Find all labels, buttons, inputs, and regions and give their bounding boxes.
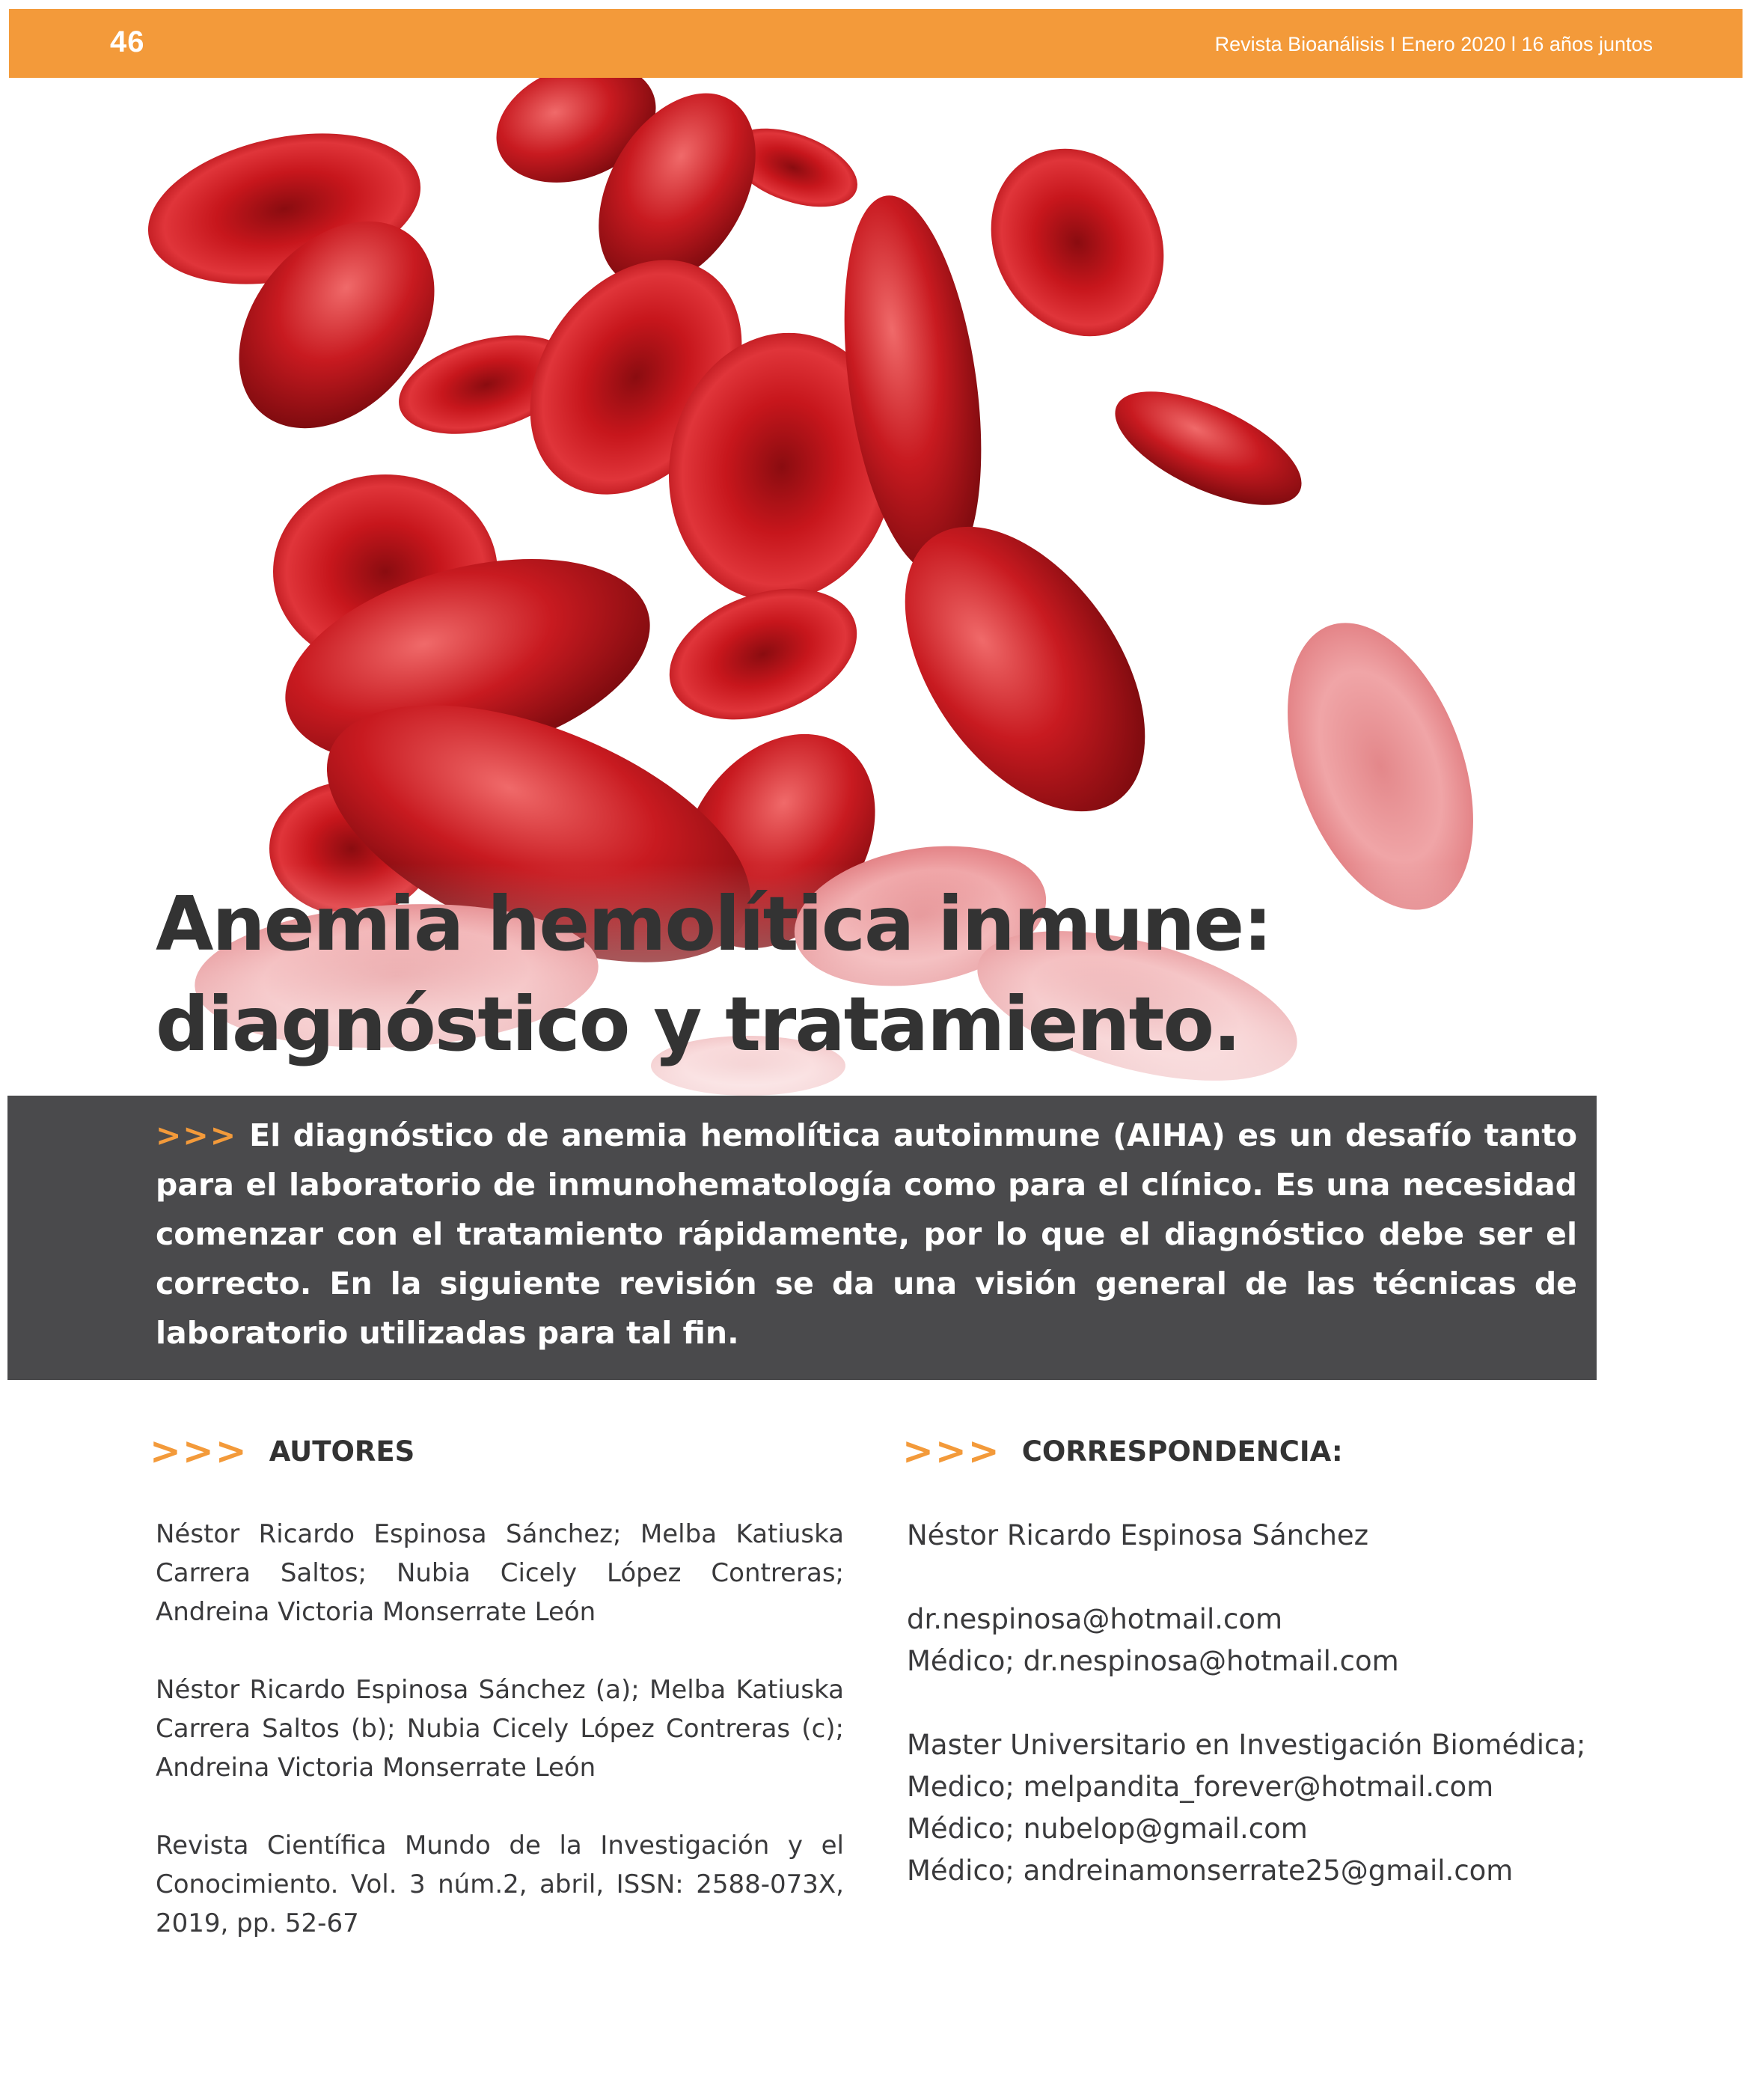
running-header: Revista Bioanálisis I Enero 2020 l 16 años juntos xyxy=(1214,33,1653,55)
authors-column xyxy=(156,1515,844,1982)
citation-paragraph: Revista Científica Mundo de la Investigación y el Conocimiento. Vol. 3 núm.2, abril, ISSN: 2588-073X, 2019, pp. 52-67 xyxy=(156,1831,844,1938)
title-line-1: Anemia hemolítica inmune: xyxy=(156,880,1272,968)
abstract-text: El diagnóstico de anemia hemolítica autoinmune (AIHA) es un desafío tanto para el laboratorio de inmunohematología como para el clínico. Es una necesidad comenzar con el tratamiento rápidamente, por lo que el diagnóstico debe ser el correcto. En la siguiente revisión se da una visión general de las técnicas de laboratorio utilizadas para tal fin. xyxy=(156,1117,1577,1351)
authors-paragraph: Néstor Ricardo Espinosa Sánchez; Melba Katiuska Carrera Saltos; Nubia Cicely López Contreras; Andreina Victoria Monserrate León xyxy=(156,1519,844,1627)
correspondence-line: Médico; nubelop@gmail.com xyxy=(907,1813,1308,1845)
correspondence-line: Medico; melpandita_forever@hotmail.com xyxy=(907,1771,1494,1803)
title-line-2: diagnóstico y tratamiento. xyxy=(156,980,1240,1068)
authors-heading xyxy=(150,1429,414,1473)
header-bar xyxy=(9,9,1743,78)
correspondence-email[interactable]: dr.nespinosa@hotmail.com xyxy=(907,1603,1283,1635)
abstract-paragraph xyxy=(156,1111,1577,1358)
chevron-marker-icon: >>> xyxy=(150,1429,248,1473)
correspondence-column xyxy=(907,1515,1670,1934)
correspondence-name: Néstor Ricardo Espinosa Sánchez xyxy=(907,1519,1369,1551)
authors-heading-label: AUTORES xyxy=(269,1435,415,1468)
correspondence-line: Master Universitario en Investigación Biomédica; xyxy=(907,1729,1586,1761)
correspondence-heading-label: CORRESPONDENCIA: xyxy=(1021,1435,1343,1468)
chevron-marker-icon: >>> xyxy=(156,1117,238,1153)
page-number: 46 xyxy=(110,25,145,58)
abstract-box xyxy=(7,1096,1597,1380)
correspondence-line: Médico; andreinamonserrate25@gmail.com xyxy=(907,1855,1514,1887)
authors-affiliation-paragraph: Néstor Ricardo Espinosa Sánchez (a); Melba Katiuska Carrera Saltos (b); Nubia Cicely López Contreras (c); Andreina Victoria Monserrate León xyxy=(156,1675,844,1783)
article-title xyxy=(156,874,1577,1075)
correspondence-line: Médico; dr.nespinosa@hotmail.com xyxy=(907,1645,1399,1677)
chevron-marker-icon: >>> xyxy=(902,1429,1001,1473)
correspondence-heading xyxy=(902,1429,1343,1473)
